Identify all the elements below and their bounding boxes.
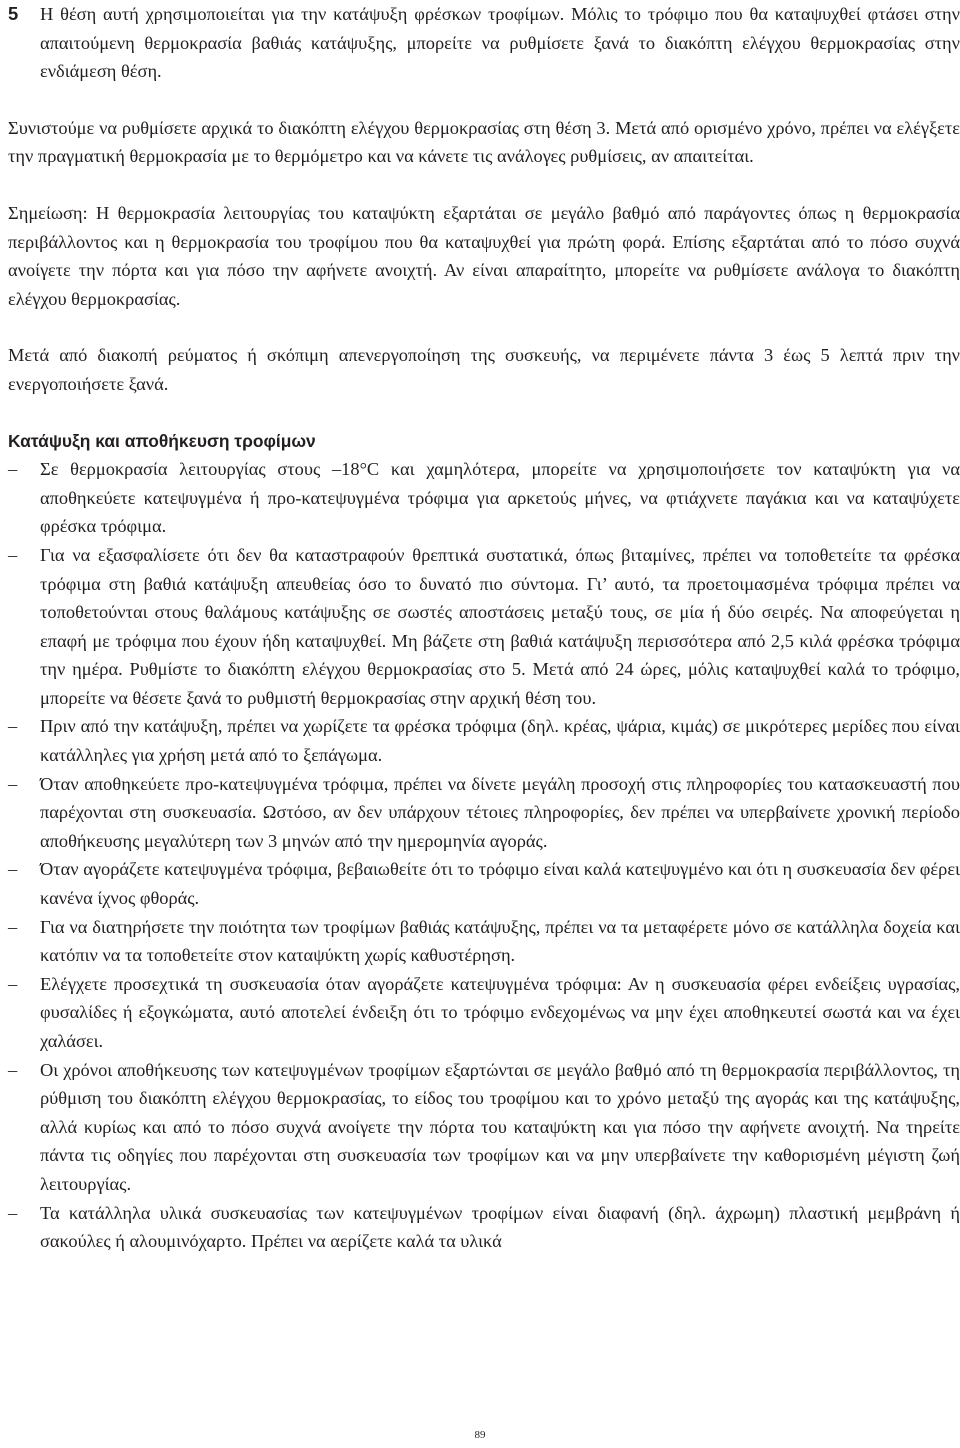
list-item-text: Όταν αγοράζετε κατεψυγμένα τρόφιμα, βεβαιωθείτε ότι το τρόφιμο είναι καλά κατεψυγμένο και ότι η συσκευασία δεν φέρει κανένα ίχνος φθοράς. [40, 859, 960, 909]
list-item [8, 1056, 960, 1199]
list-item-text: Για να διατηρήσετε την ποιότητα των τροφίμων βαθιάς κατάψυξης, πρέπει να τα μεταφέρετε μόνο σε κατάλληλα δοχεία και κατόπιν να τα τοποθετείτε στον καταψύκτη χωρίς καθυστέρηση. [40, 916, 960, 966]
dash-marker: – [8, 544, 18, 565]
list-item [8, 770, 960, 856]
paragraph-note: Σημείωση: Η θερμοκρασία λειτουργίας του καταψύκτη εξαρτάται σε μεγάλο βαθμό από παράγοντες όπως η θερμοκρασία περιβάλλοντος και η θερμοκρασία του τροφίμου που θα καταψυχθεί για πρώτη φορά. Επίσης εξαρτάται από το πόσο συχνά ανοίγετε την πόρτα και για πόσο την αφήνετε ανοιχτή. Αν είναι απαραίτητο, μπορείτε να ρυθμίσετε ανάλογα το διακόπτη ελέγχου θερμοκρασίας. [8, 202, 960, 309]
list-item-text: Οι χρόνοι αποθήκευσης των κατεψυγμένων τροφίμων εξαρτώνται σε μεγάλο βαθμό από τη θερμοκρασία περιβάλλοντος, τη ρύθμιση του διακόπτη ελέγχου θερμοκρασίας, το είδος του τροφίμου και το χρόνο μεταξύ της αγοράς και της κατάψυξης, αλλά κυρίως και από το πόσο συχνά ανοίγετε την πόρτα του καταψύκτη και για πόσο την αφήνετε ανοιχτή. Να τηρείτε πάντα τις οδηγίες που παρέχονται στη συσκευασία των τροφίμων και να μην υπερβαίνετε την καθορισμένη μέγιστη ζωή λειτουργίας. [40, 1059, 960, 1194]
setting-description: Η θέση αυτή χρησιμοποιείται για την κατάψυξη φρέσκων τροφίμων. Μόλις το τρόφιμο που θα καταψυχθεί φτάσει στην απαιτούμενη θερμοκρασία βαθιάς κατάψυξης, μπορείτε να ρυθμίσετε ξανά το διακόπτη ελέγχου θερμοκρασίας στην ενδιάμεση θέση. [40, 4, 960, 82]
setting-item-5 [8, 0, 960, 86]
paragraph-power-outage: Μετά από διακοπή ρεύματος ή σκόπιμη απενεργοποίηση της συσκευής, να περιμένετε πάντα 3 έως 5 λεπτά πριν την ενεργοποιήσετε ξανά. [8, 345, 960, 394]
list-item [8, 970, 960, 1056]
list-item-text: Ελέγχετε προσεχτικά τη συσκευασία όταν αγοράζετε κατεψυγμένα τρόφιμα: Αν η συσκευασία φέρει ενδείξεις υγρασίας, φυσαλίδες ή εξογκώματα, αυτό αποτελεί ένδειξη ότι το τρόφιμο ενδεχομένως να μην έχει αποθηκευτεί σωστά και να έχει χαλάσει. [40, 973, 960, 1051]
freezing-tips-list [8, 455, 960, 1256]
dash-marker: – [8, 716, 18, 737]
page-number: 89 [474, 1429, 486, 1441]
dash-marker: – [8, 859, 18, 880]
list-item-text: Όταν αποθηκεύετε προ-κατεψυγμένα τρόφιμα, πρέπει να δίνετε μεγάλη προσοχή στις πληροφορίες του κατασκευαστή που παρέχονται στη συσκευασία. Ωστόσο, αν δεν υπάρχουν τέτοιες πληροφορίες, δεν πρέπει να υπερβαίνετε χρονική περίοδο αποθήκευσης μεγαλύτερη των 3 μηνών από την ημερομηνία αγοράς. [40, 773, 960, 851]
list-item [8, 455, 960, 541]
list-item [8, 541, 960, 713]
list-item [8, 855, 960, 912]
page-content [8, 0, 960, 1256]
paragraph-recommendation: Συνιστούμε να ρυθμίσετε αρχικά το διακόπτη ελέγχου θερμοκρασίας στη θέση 3. Μετά από ορισμένο χρόνο, πρέπει να ελέγξετε την πραγματική θερμοκρασία με το θερμόμετρο και να κάνετε τις ανάλογες ρυθμίσεις, αν απαιτείται. [8, 117, 960, 167]
list-item [8, 712, 960, 769]
dash-marker: – [8, 459, 18, 480]
list-item [8, 1199, 960, 1256]
list-item-text: Σε θερμοκρασία λειτουργίας στους –18°C και χαμηλότερα, μπορείτε να χρησιμοποιήσετε τον καταψύκτη για να αποθηκεύετε κατεψυγμένα ή προ-κατεψυγμένα τρόφιμα για αρκετούς μήνες, να φτιάχνετε παγάκια και να καταψύχετε φρέσκα τρόφιμα. [40, 459, 960, 537]
section-heading: Κατάψυξη και αποθήκευση τροφίμων [8, 430, 316, 451]
dash-marker: – [8, 1202, 18, 1223]
list-item [8, 913, 960, 970]
setting-number: 5 [8, 3, 19, 24]
list-item-text: Για να εξασφαλίσετε ότι δεν θα καταστραφούν θρεπτικά συστατικά, όπως βιταμίνες, πρέπει να τοποθετείτε τα φρέσκα τρόφιμα στη βαθιά κατάψυξη απευθείας όσο το δυνατό πιο σύντομα. Γι’ αυτό, τα προετοιμασμένα τρόφιμα πρέπει να τοποθετούνται στους θαλάμους κατάψυξης σε σωστές αποστάσεις μεταξύ τους, σε μία ή δύο σειρές. Να αποφεύγεται η επαφή με τρόφιμα που έχουν ήδη καταψυχθεί. Μη βάζετε στη βαθιά κατάψυξη περισσότερα από 2,5 κιλά φρέσκα τρόφιμα την ημέρα. Ρυθμίστε το διακόπτη ελέγχου θερμοκρασίας στο 5. Μετά από 24 ώρες, μόλις καταψυχθεί καλά το τρόφιμο, μπορείτε να θέσετε ξανά το ρυθμιστή θερμοκρασίας στην αρχική θέση του. [40, 544, 960, 708]
dash-marker: – [8, 916, 18, 937]
dash-marker: – [8, 1059, 18, 1080]
list-item-text: Τα κατάλληλα υλικά συσκευασίας των κατεψυγμένων τροφίμων είναι διαφανή (δηλ. άχρωμη) πλαστική μεμβράνη ή σακούλες ή αλουμινόχαρτο. Πρέπει να αερίζετε καλά τα υλικά [40, 1202, 960, 1252]
dash-marker: – [8, 973, 18, 994]
list-item-text: Πριν από την κατάψυξη, πρέπει να χωρίζετε τα φρέσκα τρόφιμα (δηλ. κρέας, ψάρια, κιμάς) σε μικρότερες μερίδες που είναι κατάλληλες για χρήση μετά από το ξεπάγωμα. [40, 716, 960, 766]
dash-marker: – [8, 773, 18, 794]
